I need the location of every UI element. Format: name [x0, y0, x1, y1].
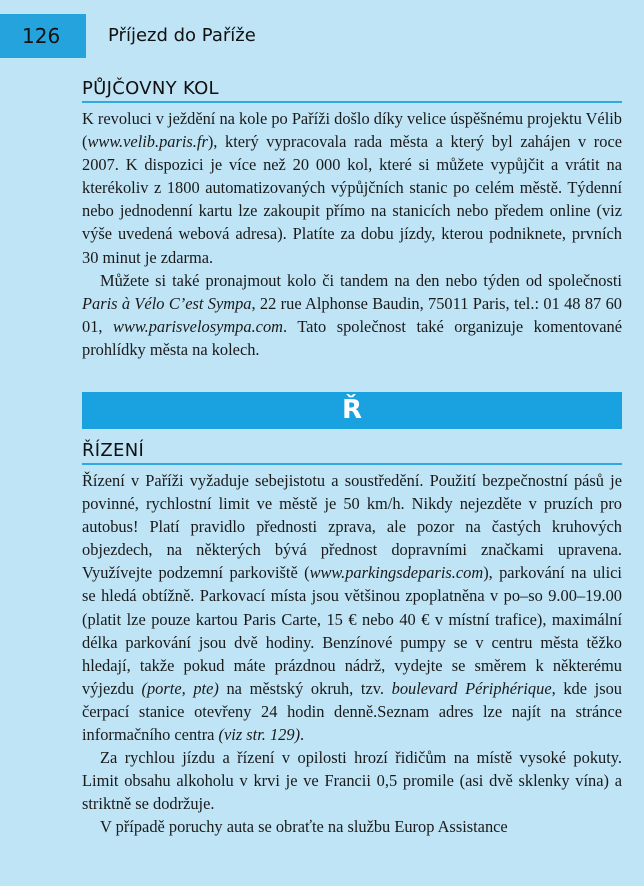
paragraph: K revoluci v ježdění na kole po Paříži došlo díky velice úspěšnému projektu Vélib (www.velib.paris.fr), který vypracovala rada města a který byl zahájen v roce 2007. K dispozici je více než 20 000 kol, které si můžete vypůjčit a vrátit na kterékoliv z 1800 automatizovaných výpůjčních stanic po celém městě. Týdenní nebo jednodenní kartu lze zakoupit přímo na stanicích nebo předem online (viz výše uvedená webová adresa). Platíte za dobu jízdy, kterou podniknete, prvních 30 minut je zdarma.	[82, 109, 623, 267]
running-title: Příjezd do Paříže	[108, 25, 256, 46]
section-title-bike-rental: PŮJČOVNY KOL	[82, 78, 219, 99]
paragraph: Můžete si také pronajmout kolo či tandem na den nebo týden od společnosti Paris à Vélo C’est Sympa, 22 rue Alphonse Baudin, 75011 Paris, tel.: 01 48 87 60 01, www.parisvelosympa.com. Tato společnost také organizuje komentované prohlídky města na kolech.	[82, 270, 622, 359]
section-rule	[82, 101, 622, 103]
boulevard-term: boulevard Périphérique	[391, 678, 552, 698]
page-header	[0, 14, 644, 58]
porte-term: (porte, pte)	[141, 678, 219, 698]
bike-rental-body	[82, 107, 622, 361]
driving-body	[82, 469, 622, 839]
paragraph: V případě poruchy auta se obraťte na službu Europ Assistance	[100, 817, 508, 837]
paragraph: Za rychlou jízdu a řízení v opilosti hrozí řidičům na místě vysoké pokuty. Limit obsahu alkoholu v krvi je ve Francii 0,5 promile (asi dvě sklenky vína) a striktně se dodržuje.	[82, 748, 622, 814]
alphabet-letter-bar: Ř	[82, 392, 622, 429]
section-rule	[82, 463, 622, 465]
page-number: 126	[22, 24, 61, 48]
page-reference: (viz str. 129)	[218, 725, 301, 745]
section-title-driving: ŘÍZENÍ	[82, 440, 145, 461]
company-name: Paris à Vélo C’est Sympa	[82, 293, 252, 313]
velib-url: www.velib.paris.fr	[87, 132, 208, 152]
paragraph: Řízení v Paříži vyžaduje sebejistotu a soustředění. Použití bezpečnostní pásů je povinné, rychlostní limit ve městě je 50 km/h. Nikdy nejezděte v pruzích pro autobus! Platí pravidlo přednosti zprava, ale pozor na častých kruhových objezdech, na některých bývá přednost dopravními značkami upravena. Využívejte podzemní parkoviště (www.parkingsdeparis.com), parkování na ulici se hledá obtížně. Parkovací místa jsou většinou zpoplatněna v po–so 9.00–19.00 (platit lze pouze kartou Paris Carte, 15 € nebo 40 € v místní trafice), maximální délka parkování jsou dvě hodiny. Benzínové pumpy se v centru města těžko hledají, takže pokud máte prázdnou nádrž, vydejte se směrem k některému výjezdu (porte, pte) na městský okruh, tzv. boulevard Périphérique, kde jsou čerpací stanice otevřeny 24 hodin denně.Seznam adres lze najít na stránce informačního centra (viz str. 129).	[82, 471, 622, 745]
company-url: www.parisvelosympa.com	[113, 316, 283, 336]
parking-url: www.parkingsdeparis.com	[309, 563, 484, 583]
